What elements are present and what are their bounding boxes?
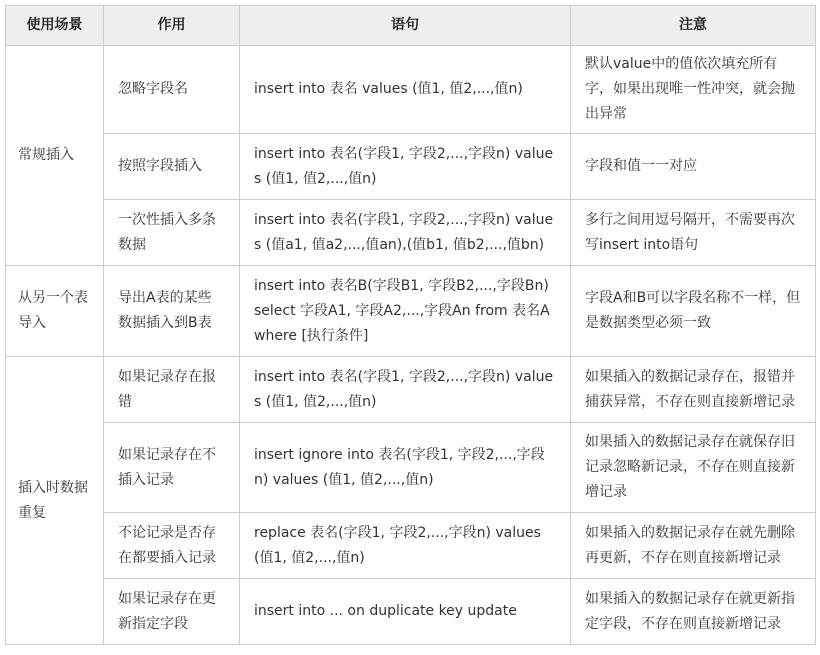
statement-cell: insert into 表名(字段1, 字段2,...,字段n) values (值1, 值2,...,值n) xyxy=(240,134,571,200)
purpose-cell: 一次性插入多条数据 xyxy=(104,200,240,266)
table-row xyxy=(6,513,816,579)
purpose-cell: 不论记录是否存在都要插入记录 xyxy=(104,513,240,579)
note-cell: 如果插入的数据记录存在，报错并捕获异常，不存在则直接新增记录 xyxy=(571,357,816,423)
statement-cell: insert into 表名(字段1, 字段2,...,字段n) values (值a1, 值a2,...,值an),(值b1, 值b2,...,值bn) xyxy=(240,200,571,266)
note-cell: 如果插入的数据记录存在就保存旧记录忽略新记录，不存在则直接新增记录 xyxy=(571,423,816,513)
purpose-cell: 导出A表的某些数据插入到B表 xyxy=(104,266,240,357)
sql-insert-table xyxy=(5,5,816,645)
table-row xyxy=(6,266,816,357)
table-row xyxy=(6,357,816,423)
purpose-cell: 忽略字段名 xyxy=(104,46,240,134)
scene-cell: 插入时数据重复 xyxy=(6,357,104,645)
note-cell: 多行之间用逗号隔开，不需要再次写insert into语句 xyxy=(571,200,816,266)
header-note: 注意 xyxy=(571,6,816,46)
statement-cell: insert ignore into 表名(字段1, 字段2,...,字段n) values (值1, 值2,...,值n) xyxy=(240,423,571,513)
purpose-cell: 按照字段插入 xyxy=(104,134,240,200)
statement-cell: replace 表名(字段1, 字段2,...,字段n) values (值1, 值2,...,值n) xyxy=(240,513,571,579)
scene-cell: 从另一个表导入 xyxy=(6,266,104,357)
note-cell: 如果插入的数据记录存在就更新指定字段，不存在则直接新增记录 xyxy=(571,579,816,645)
purpose-cell: 如果记录存在不插入记录 xyxy=(104,423,240,513)
table-row xyxy=(6,200,816,266)
note-cell: 字段A和B可以字段名称不一样，但是数据类型必须一致 xyxy=(571,266,816,357)
statement-cell: insert into 表名 values (值1, 值2,...,值n) xyxy=(240,46,571,134)
note-cell: 默认value中的值依次填充所有字，如果出现唯一性冲突，就会抛出异常 xyxy=(571,46,816,134)
note-cell: 如果插入的数据记录存在就先删除再更新，不存在则直接新增记录 xyxy=(571,513,816,579)
header-scene: 使用场景 xyxy=(6,6,104,46)
table-row xyxy=(6,46,816,134)
note-cell: 字段和值一一对应 xyxy=(571,134,816,200)
statement-cell: insert into 表名B(字段B1, 字段B2,...,字段Bn) select 字段A1, 字段A2,...,字段An from 表名A where [执行条件] xyxy=(240,266,571,357)
purpose-cell: 如果记录存在报错 xyxy=(104,357,240,423)
purpose-cell: 如果记录存在更新指定字段 xyxy=(104,579,240,645)
header-row xyxy=(6,6,816,46)
statement-cell: insert into ... on duplicate key update xyxy=(240,579,571,645)
scene-cell: 常规插入 xyxy=(6,46,104,266)
header-purpose: 作用 xyxy=(104,6,240,46)
statement-cell: insert into 表名(字段1, 字段2,...,字段n) values (值1, 值2,...,值n) xyxy=(240,357,571,423)
table-row xyxy=(6,579,816,645)
header-statement: 语句 xyxy=(240,6,571,46)
table-row xyxy=(6,134,816,200)
table-row xyxy=(6,423,816,513)
